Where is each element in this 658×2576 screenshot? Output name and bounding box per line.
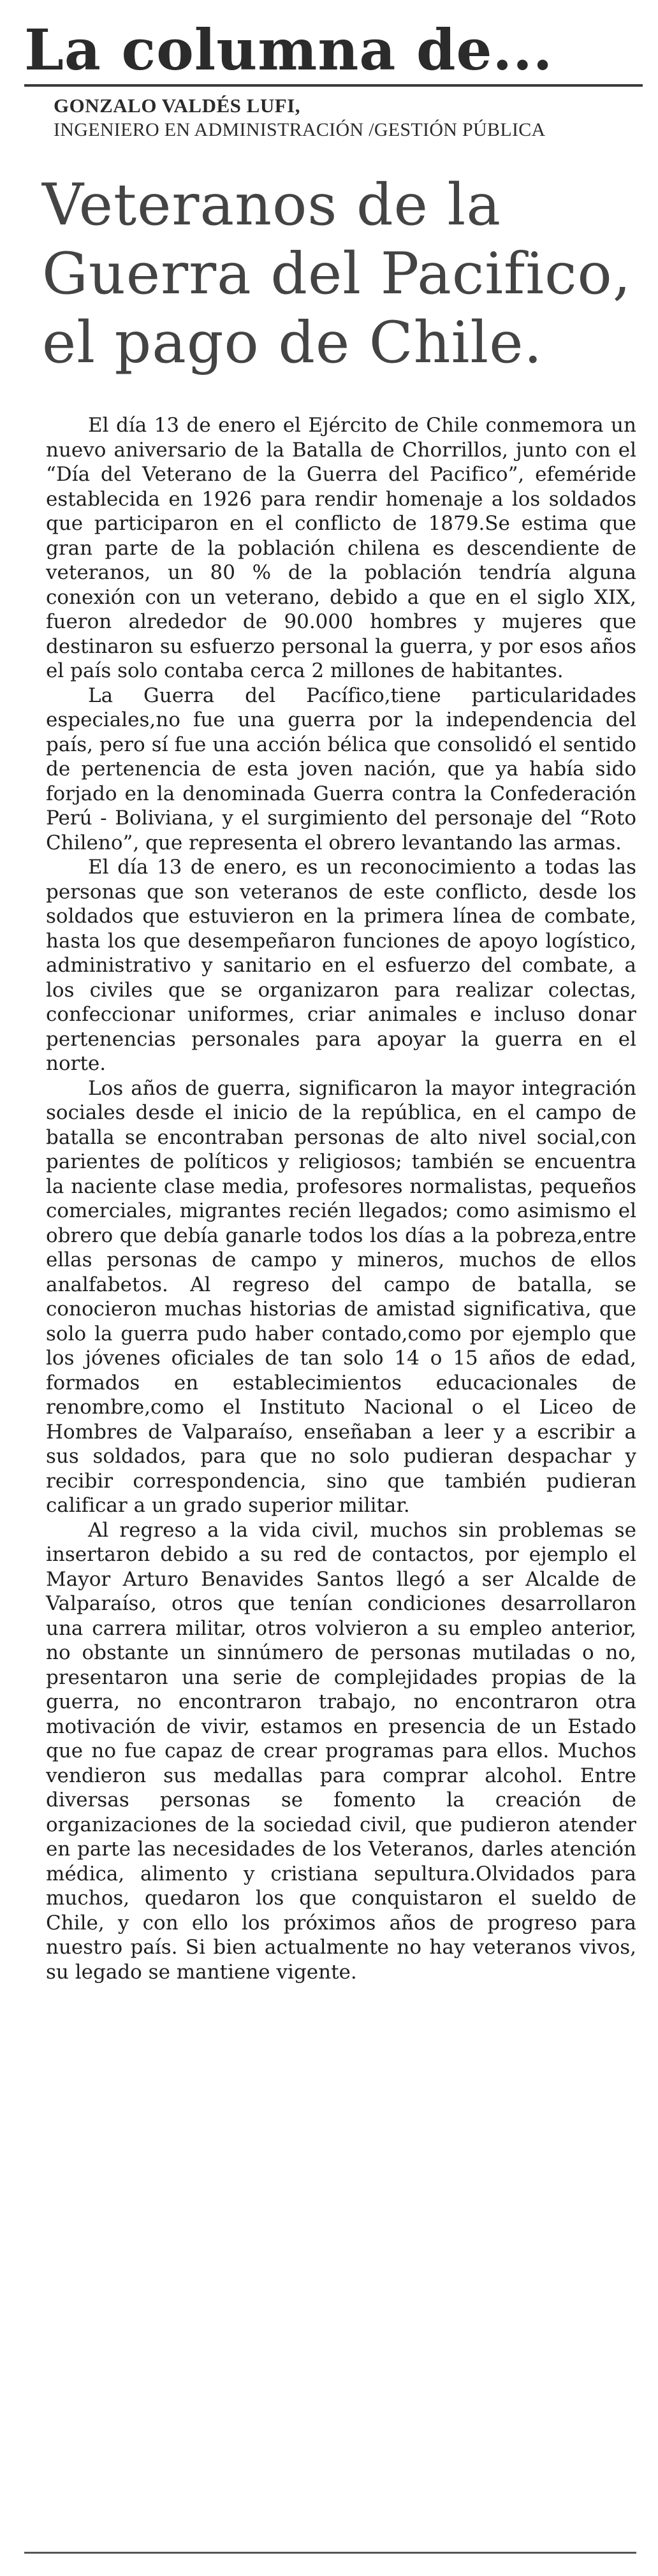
bottom-rule: [24, 2552, 636, 2554]
author-role: INGENIERO EN ADMINISTRACIÓN /GESTIÓN PÚBLICA: [54, 119, 546, 140]
author-name: GONZALO VALDÉS LUFI,: [54, 94, 300, 117]
column-title: La columna de...: [24, 17, 553, 83]
article-paragraph: El día 13 de enero el Ejército de Chile conmemora un nuevo aniversario de la Batalla de Chorrillos, junto con el “Día del Veterano de la Guerra del Pacifico”, efeméride establecida en 1926 para rendir homenaje a los soldados que participaron en el conflicto de 1879.Se estima que gran parte de la población chilena es descendiente de veteranos, un 80 % de la población tendría alguna conexión con un veterano, debido a que en el siglo XIX, fueron alrededor de 90.000 hombres y mujeres que destinaron su esfuerzo personal la guerra, y por esos años el país solo contaba cerca 2 millones de habitantes.: [46, 414, 636, 682]
article-body: [46, 413, 636, 1984]
article-paragraph: La Guerra del Pacífico,tiene particularidades especiales,no fue una guerra por la independencia del país, pero sí fue una acción bélica que consolidó el sentido de pertenencia de esta joven nación, que ya había sido forjado en la denominada Guerra contra la Confederación Perú - Boliviana, y el surgimiento del personaje del “Roto Chileno”, que representa el obrero levantando las armas.: [46, 684, 636, 854]
article-paragraph: El día 13 de enero, es un reconocimiento a todas las personas que son veteranos de este conflicto, desde los soldados que estuvieron en la primera línea de combate, hasta los que desempeñaron funciones de apoyo logístico, administrativo y sanitario en el esfuerzo del combate, a los civiles que se organizaron para realizar colectas, confeccionar uniformes, criar animales e incluso donar pertenencias personales para apoyar la guerra en el norte.: [46, 856, 636, 1075]
headline-line: el pago de Chile.: [42, 309, 543, 376]
article-paragraph: Los años de guerra, significaron la mayor integración sociales desde el inicio de la república, en el campo de batalla se encontraban personas de alto nivel social,con parientes de políticos y religiosos; también se encuentra la naciente clase media, profesores normalistas, pequeños comerciales, migrantes recién llegados; como asimismo el obrero que debía ganarle todos los días a la pobreza,entre ellas personas de campo y mineros, muchos de ellos analfabetos. Al regreso del campo de batalla, se conocieron muchas historias de amistad significativa, que solo la guerra pudo haber contado,como por ejemplo que los jóvenes oficiales de tan solo 14 o 15 años de edad, formados en establecimientos educacionales de renombre,como el Instituto Nacional o el Liceo de Hombres de Valparaíso, enseñaban a leer y a escribir a sus soldados, para que no solo pudieran despachar y recibir correspondencia, sino que también pudieran calificar a un grado superior militar.: [46, 1076, 636, 1517]
headline-line: Veteranos de la: [42, 172, 501, 238]
title-rule: [24, 84, 643, 87]
article-paragraph: Al regreso a la vida civil, muchos sin problemas se insertaron debido a su red de contactos, por ejemplo el Mayor Arturo Benavides Santos llegó a ser Alcalde de Valparaíso, otros que tenían condiciones desarrollaron una carrera militar, otros volvieron a su empleo anterior, no obstante un sinnúmero de personas mutiladas o no, presentaron una serie de complejidades propias de la guerra, no encontraron trabajo, no encontraron otra motivación de vivir, estamos en presencia de un Estado que no fue capaz de crear programas para ellos. Muchos vendieron sus medallas para comprar alcohol. Entre diversas personas se fomento la creación de organizaciones de la sociedad civil, que pudieron atender en parte las necesidades de los Veteranos, darles atención médica, alimento y cristiana sepultura.Olvidados para muchos, quedaron los que conquistaron el sueldo de Chile, y con ello los próximos años de progreso para nuestro país. Si bien actualmente no hay veteranos vivos, su legado se mantiene vigente.: [46, 1518, 636, 1984]
headline-line: Guerra del Pacifico,: [42, 240, 632, 307]
article-headline: [42, 171, 645, 377]
byline: [54, 94, 645, 143]
